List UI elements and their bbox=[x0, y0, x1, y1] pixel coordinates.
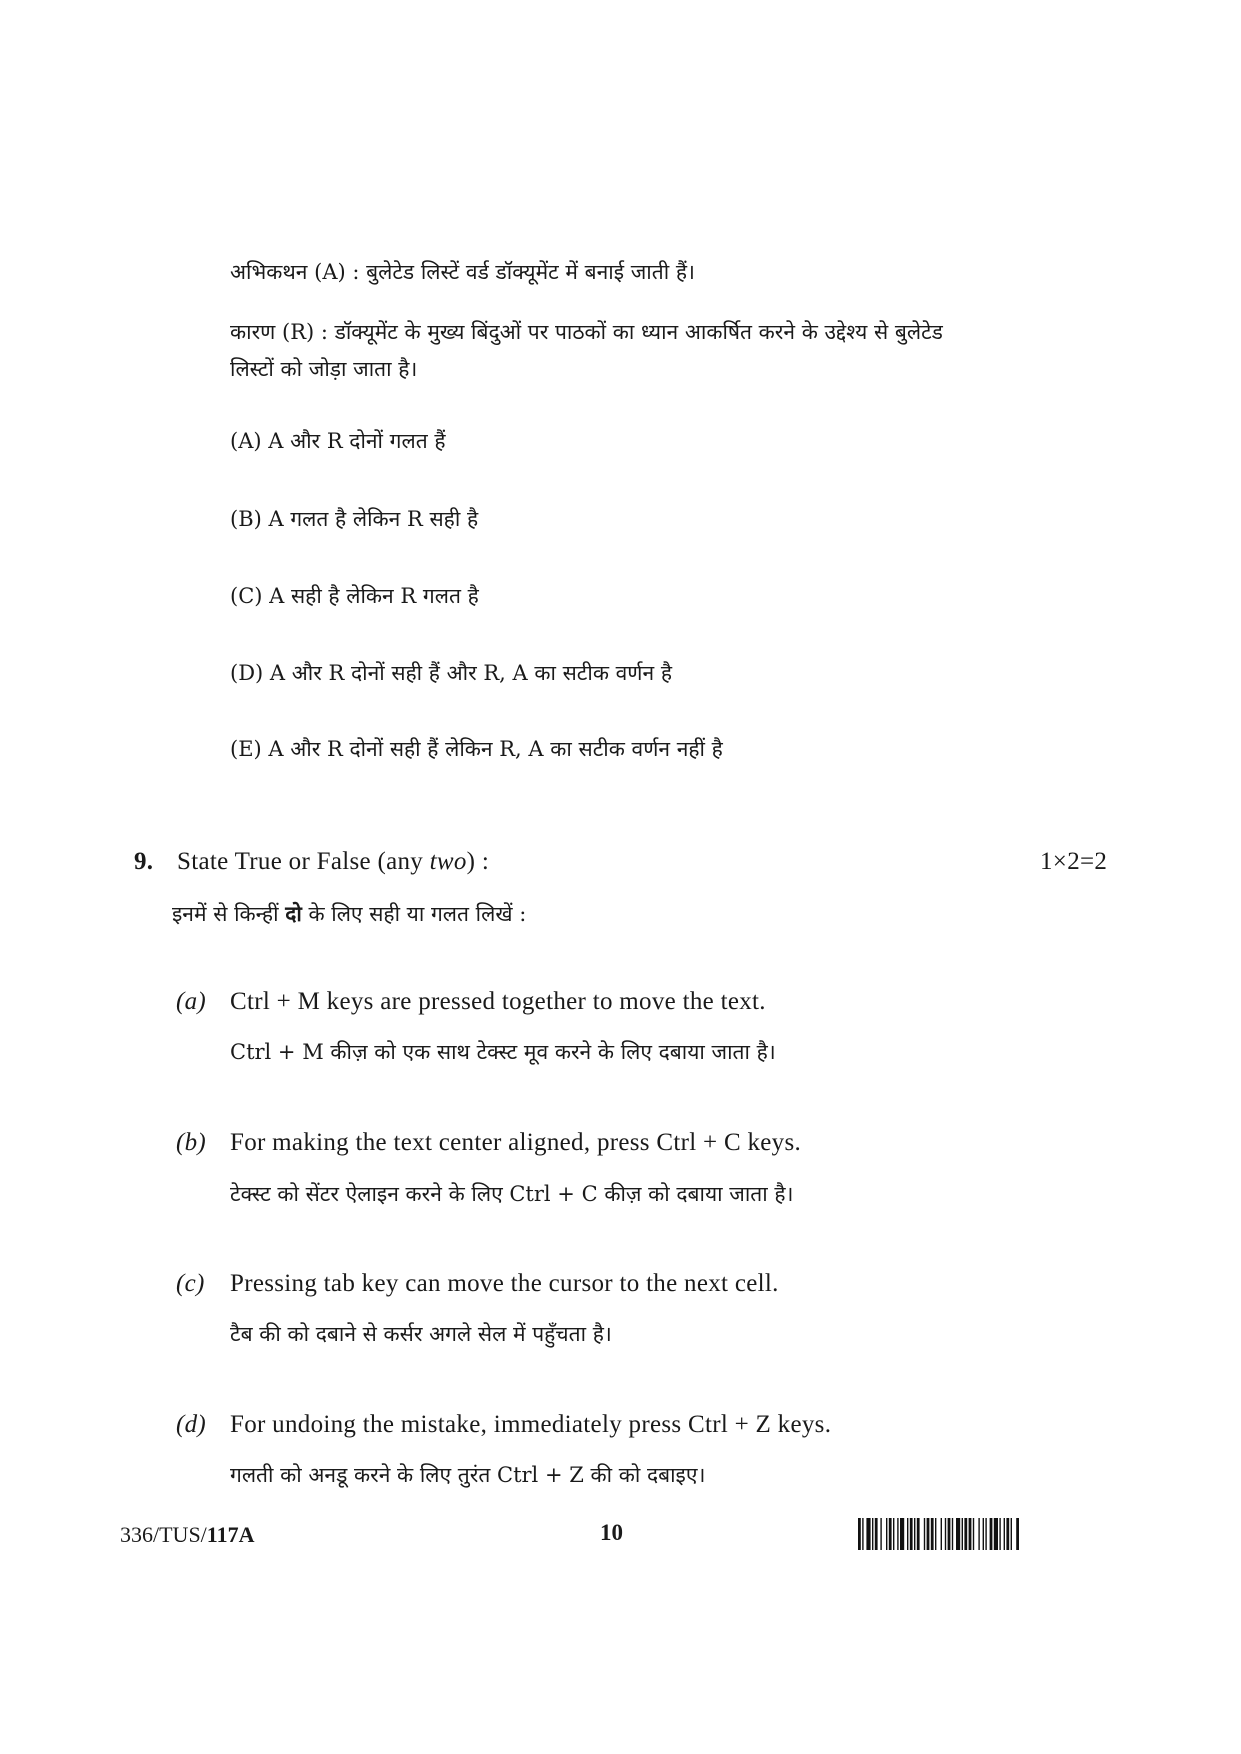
part-a-hindi: Ctrl + M कीज़ को एक साथ टेक्स्ट मूव करने के लिए दबाया जाता है। bbox=[230, 1040, 776, 1064]
paper-code bbox=[120, 1522, 254, 1548]
part-d-english: For undoing the mistake, immediately press Ctrl + Z keys. bbox=[230, 1411, 832, 1438]
prompt-en-end: ) : bbox=[466, 848, 490, 875]
part-c-hindi: टैब की को दबाने से कर्सर अगले सेल में पहुँचता है। bbox=[230, 1322, 612, 1346]
part-a-english: Ctrl + M keys are pressed together to move the text. bbox=[230, 988, 766, 1015]
part-b-english: For making the text center aligned, press Ctrl + C keys. bbox=[230, 1129, 802, 1156]
prompt-hi-end: के लिए सही या गलत लिखें : bbox=[301, 902, 527, 926]
question-number: 9. bbox=[134, 848, 154, 875]
assertion-statement: अभिकथन (A) : बुलेटेड लिस्टें वर्ड डॉक्यूमेंट में बनाई जाती हैं। bbox=[230, 260, 695, 284]
option-e: (E) A और R दोनों सही हैं लेकिन R, A का सटीक वर्णन नहीं है bbox=[230, 737, 723, 761]
question-prompt-english bbox=[177, 848, 489, 876]
part-d-hindi: गलती को अनडू करने के लिए तुरंत Ctrl + Z की को दबाइए। bbox=[230, 1463, 706, 1487]
paper-code-suffix: 117A bbox=[206, 1522, 255, 1547]
page-number: 10 bbox=[600, 1520, 623, 1545]
part-c-english: Pressing tab key can move the cursor to the next cell. bbox=[230, 1270, 779, 1297]
part-d-label: (d) bbox=[176, 1411, 207, 1438]
barcode bbox=[858, 1518, 1116, 1550]
part-b-hindi: टेक्स्ट को सेंटर ऐलाइन करने के लिए Ctrl + C कीज़ को दबाया जाता है। bbox=[230, 1182, 794, 1206]
paper-code-prefix: 336/TUS/ bbox=[120, 1522, 207, 1547]
option-c: (C) A सही है लेकिन R गलत है bbox=[230, 584, 479, 608]
part-b-label: (b) bbox=[176, 1129, 207, 1156]
part-c-label: (c) bbox=[176, 1270, 205, 1297]
part-a-label: (a) bbox=[176, 988, 207, 1015]
option-b: (B) A गलत है लेकिन R सही है bbox=[230, 507, 479, 531]
reason-statement-line1: कारण (R) : डॉक्यूमेंट के मुख्य बिंदुओं पर पाठकों का ध्यान आकर्षित करने के उद्देश्य से बुलेटेड bbox=[230, 320, 943, 344]
prompt-hi-start: इनमें से किन्हीं bbox=[172, 902, 286, 926]
option-a: (A) A और R दोनों गलत हैं bbox=[230, 429, 446, 453]
option-d: (D) A और R दोनों सही हैं और R, A का सटीक वर्णन है bbox=[230, 661, 672, 685]
question-marks: 1×2=2 bbox=[1040, 848, 1108, 875]
prompt-en-start: State True or False (any bbox=[177, 848, 430, 875]
reason-statement-line2: लिस्टों को जोड़ा जाता है। bbox=[230, 357, 418, 381]
prompt-hi-bold: दो bbox=[285, 901, 302, 926]
prompt-en-emphasis: two bbox=[429, 848, 467, 875]
question-prompt-hindi bbox=[172, 900, 526, 928]
